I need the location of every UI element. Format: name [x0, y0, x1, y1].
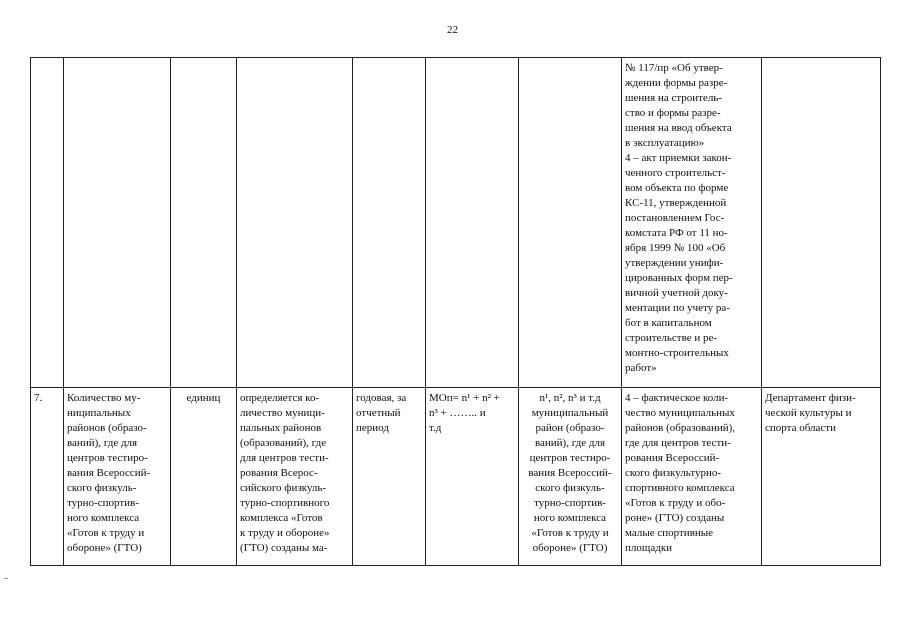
indicator-table — [30, 57, 881, 566]
cell-source — [622, 388, 762, 566]
row-number: 7. — [34, 392, 43, 404]
cell-period — [353, 388, 426, 566]
cell-method — [237, 388, 353, 566]
cell-empty-indicator — [64, 58, 171, 388]
margin-mark — [4, 578, 8, 579]
cell-num — [31, 388, 64, 566]
cell-empty-num — [31, 58, 64, 388]
cell-empty-responsible — [762, 58, 881, 388]
formula-variables: n¹, n², n³ и т.д муниципальный район (образо- ваний), где для центров тестиро- вания Всероссий- ского физкуль- турно-спортив- ного комплекса «Готов к труду и обороне» (ГТО) — [528, 392, 612, 554]
table-row-continuation — [31, 58, 881, 388]
responsible-body: Департамент физи- ческой культуры и спорта области — [765, 392, 856, 434]
cell-empty-formula — [426, 58, 519, 388]
cell-empty-period — [353, 58, 426, 388]
cell-responsible — [762, 388, 881, 566]
regulation-text: № 117/пр «Об утвер- ждении формы разре- шения на строитель- ство и формы разре- шения на ввод объекта в эксплуатацию» 4 – акт приемки закон- ченного строительст- вом объекта по форме КС-11, утвержденной постановлением Гос- комстата РФ от 11 но- ября 1999 № 100 «Об утверждении унифи- цированных форм пер- вичной учетной доку- ментации по учету ра- бот в капитальном строительстве и ре- монтно-строительных работ» — [625, 62, 733, 374]
cell-unit — [171, 388, 237, 566]
calculation-method: определяется ко- личество муници- пальных районов (образований), где для центров тести- рования Всерос- сийского физкуль- турно-спортивного комплекса «Готов к труду и обороне» (ГТО) созданы ма- — [240, 392, 330, 554]
unit-of-measure: единиц — [186, 392, 221, 404]
table-row-7 — [31, 388, 881, 566]
cell-regulation-text — [622, 58, 762, 388]
reporting-period: годовая, за отчетный период — [356, 392, 407, 434]
cell-empty-unit — [171, 58, 237, 388]
indicator-name: Количество му- ниципальных районов (образо- ваний), где для центров тестиро- вания Всероссий- ского физкуль- турно-спортив- ного комплекса «Готов к труду и обороне» (ГТО) — [67, 392, 151, 554]
cell-empty-variables — [519, 58, 622, 388]
cell-empty-method — [237, 58, 353, 388]
page-number: 22 — [447, 24, 458, 36]
cell-variables — [519, 388, 622, 566]
formula: МОп= n¹ + n² + n³ + …….. и т.д — [429, 392, 500, 434]
cell-indicator — [64, 388, 171, 566]
data-source: 4 – фактическое коли- чество муниципальных районов (образований), где для центров тести- рования Всероссий- ского физкультурно- спортивного комплекса «Готов к труду и обо- роне» (ГТО) созданы малые спортивные площадки — [625, 392, 736, 554]
cell-formula — [426, 388, 519, 566]
